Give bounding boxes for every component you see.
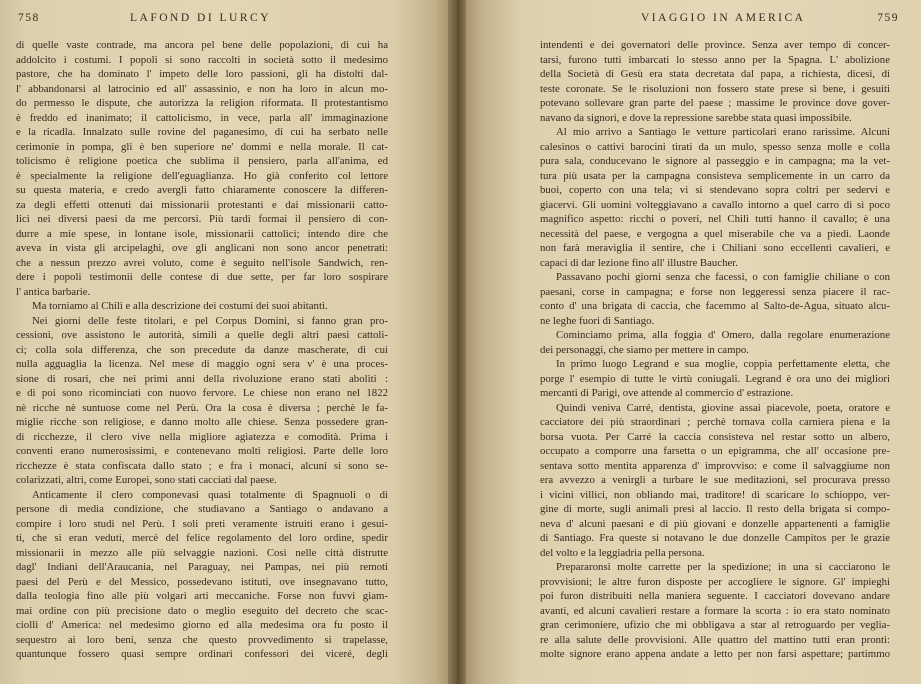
text-line: di Santiago. Fra queste si notavano le due donzelle Campitos per le grazie [540,532,890,544]
text-line: quantunque fossero quasi sempre ordinari confessori dei viceré, degli [16,648,388,660]
text-line: do permesso le dispute, che autorizza la religion riformata. Il protestantismo [16,97,388,109]
text-line: Nei giorni delle feste titolari, e pel Corpus Domini, si fanno gran pro- [32,314,388,327]
text-line: poi furon distribuiti nella maniera seguente. I cacciatori dovevano andare [540,590,890,602]
text-line: è specialmente la religione dell'eguaglianza. Ho già conferito col lettore [16,169,388,182]
text-line: che a nessun prezzo avrei voluto, come è seguito nell'isole Sandwich, ren- [16,256,388,269]
right-page-number: 759 [877,12,899,24]
left-running-head: LAFOND DI LURCY [130,12,271,24]
text-line: ci; colla sola differenza, che son precedute da danze mascherate, di cui [16,343,388,356]
text-line: pastore, che ha dominato l' impeto delle loro passioni, gli ha distolti dal- [16,68,388,80]
text-line: Anticamente il clero componevasi quasi totalmente di Spagnuoli o di [32,488,388,501]
text-line: gine di morte, sugli animali presi al laccio. Il resto della brigata si compo- [540,503,890,515]
text-line: magnifico aspetto: ricchi o poveri, nel Chilì tutti hanno il cavallo; è una [540,213,890,225]
right-running-head: VIAGGIO IN AMERICA [641,12,806,24]
text-line: del volto e la leggiadria pella persona. [540,546,705,559]
text-line: paesi del Perù e del Messico, possedevano istituti, ove insegnavano tutto, [16,575,388,588]
text-line: Passavano pochi giorni senza che facessi, o con famiglie chiliane o con [556,271,890,283]
left-page-text [16,38,388,662]
text-line: Ma torniamo al Chilì e alla descrizione dei costumi dei suoi abitanti. [32,300,328,312]
text-line: lici nei diversi paesi da me percorsi. Più tardi formai il pensiero di con- [16,213,388,225]
text-line: paesani, corse in campagna; e forse non leggeressi senza piacere il rac- [540,285,890,298]
text-line: teste coronate. Se le risoluzioni non fossero state prese sì bene, i gesuiti [540,82,890,95]
left-page-header [0,12,448,30]
text-line: tarsi, furono tutti imbarcati lo stesso anno per la Spagna. L' abolizione [540,53,890,66]
text-line: calesinos o cattivi barocini tirati da un mulo, spesso senza molle e colla [540,140,890,153]
text-line: za degli effetti ottenuti dai missionarii protestanti e dai missionarii catto- [16,198,388,211]
text-line: durre a mie spese, in lontane isole, missionarii cattolici; intendo dire che [16,227,388,240]
text-line: addolcito i costumi. I popoli si sono raccolti in società sotto il medesimo [16,53,388,66]
text-line: Prepararonsi molte carrette per la spedizione; in una si cacciarono le [556,561,890,573]
text-line: nè ricche nè suntuose come nel Perù. Ora la cosa è diversa ; perchè le fa- [16,401,388,414]
text-line: re alla salute delle provvisioni. Alle quattro del mattino tutti eran pronti: [540,633,890,646]
text-line: persone di media condizione, che studiavano a Santiago o andavano a [16,503,388,515]
text-line: l' abbandonarsi al latrocinio ed all' assassinio, e non ha loro in alcun mo- [16,82,388,95]
text-line: ne leghe fuori di Santiago. [540,314,655,327]
text-line: e di poi sono ricominciati con nuovo fervore. Le chiese non erano nel 1822 [16,387,388,399]
text-line: conto d' una brigata di caccia, che facemmo al Salto-de-Agua, situato alcu- [540,300,890,312]
text-line: e la ricadla. Innalzato sulle rovine del paganesimo, di cui ha serbato nelle [16,126,388,138]
text-line: su questa materia, e credo avergli fatto chiaramente conoscere la differen- [16,184,388,196]
text-line: sentava sotto mentita apparenza d' improvviso: e come il salvaggiume non [540,459,890,472]
text-line: tura più usata per la campagna consisteva semplicemente in un carro da [540,169,890,182]
text-line: cerimonie in pompa, gli è ben superiore ne' dommi e nella morale. Il cat- [16,140,388,153]
text-line: neva d' alcuni paesani e di più giovani e donzelle appartenenti a famiglie [540,517,890,530]
text-line: sequestro ai loro beni, senza che questo provvedimento si trapelasse, [16,633,388,646]
text-line: colarizzati, altri, come Europei, sono stati cacciati dal paese. [16,474,277,486]
text-line: In primo luogo Legrand e sua moglie, coppia perfettamente eletta, che [556,358,890,370]
text-line: dei personaggi, che siamo per mettere in campo. [540,343,749,356]
text-line: dere i popoli testimonii delle contese di due sette, per far loro sospirare [16,271,388,283]
text-line: buoi, coperto con una tela; vi si stendevano sopra coltri per sedervi e [540,184,890,196]
text-line: gran cerimoniere, ufizio che mi obbligava a star al retroguardo per veglia- [540,619,890,631]
text-line: della Società di Gesù era stata decretata dal papa, a richiesta, dicesi, di [540,68,890,80]
text-line: i vicini villici, non obliando mai, traditore! di scaricare lo schioppo, ver- [540,488,890,501]
text-line: porge l' esempio di tutte le virtù coniugali. Legrand è ora uno dei migliori [540,372,890,385]
text-line: Quindi veniva Carré, dentista, giovine assai piacevole, poeta, oratore e [556,401,890,414]
text-line: ti, che si eran veduti, mercè del felice regolamento del loro ordine, spedir [16,532,388,544]
text-line: giacervi. Gli uomini volteggiavano a cavallo intorno a quel carro di sì poco [540,198,890,211]
text-line: dagl' Indiani dell'Araucania, nel Paraguay, nei Pampas, nei più remoti [16,561,388,573]
text-line: mercanti di Parigi, ove attende al commercio d' estrazione. [540,387,794,399]
text-line: conventi erano numerosissimi, e contenevano molti religiosi. Parte delle loro [16,445,388,457]
text-line: borsa vuota. Per Carré la caccia consisteva nel restar sotto un albero, [540,430,890,443]
text-line: provvisioni; le altre furon disposte per accogliere le signore. Gl' impieghi [540,575,890,588]
text-line: intendenti e dei governatori delle province. Senza aver tempo di concer- [540,39,890,51]
text-line: cessioni, ove assistono le autorità, simili a quelle degli altri paesi cattoli- [16,329,388,341]
text-line: missionarii in mezzo alle più selvaggie nazioni. Così nelle città distrutte [16,546,388,559]
right-page-text [540,38,890,662]
text-line: è freddo ed inanimato; il cattolicismo, in vece, parla all' immaginazione [16,111,388,124]
text-line: l' antica barbarie. [16,285,91,298]
text-line: capaci di dar lezione fino all' illustre Baucher. [540,256,739,269]
text-line: Al mio arrivo a Santiago le vetture particolari erano rarissime. Alcuni [556,126,890,138]
text-line: avanti, ed alcuni cavalieri restare a formare la scorta : io era stato nominato [540,604,890,617]
text-line: Cominciamo prima, alla foggia d' Omero, dalla regolare enumerazione [556,329,890,341]
text-line: non farà meraviglia il sentire, che i Chiliani sono eccellenti cavalieri, e [540,242,890,254]
text-line: era avvezzo a venirgli a turbare le sue meditazioni, sel procurava presso [540,474,890,486]
right-page-header [466,12,921,30]
text-line: cacciatore dei più straordinari ; perchè tornava colla carniera piena e la [540,416,890,428]
text-line: necessità del paese, e vergogna a quel miserabile che va a piedi. Laonde [540,227,890,240]
text-line: sione di rosari, che nei primi anni della rivoluzione erano stati aboliti : [16,372,388,385]
text-line: nulla agguaglia la licenza. Nel mese di maggio ogni sera v' è una proces- [16,358,388,370]
text-line: pura sala, conducevano le signore al passeggio e in campagna; ma la vet- [540,155,890,167]
text-line: mai ordine con più precisione dato o meglio eseguito del decreto che scac- [16,604,388,617]
text-line: ciolli d' America: nel medesimo giorno ed alla medesima ora fu posto il [16,619,388,631]
text-line: tolicismo è religione poetica che sublima il pensiero, parla all'anima, ed [16,155,388,167]
left-page-number: 758 [18,12,40,24]
book-gutter [448,0,466,684]
text-line: compire i loro studi nel Perù. I soli preti veramente istruiti erano i gesui- [16,517,388,530]
text-line: dalla teologia fino alle più volgari arti meccaniche. Forse non fuvvi giam- [16,590,388,602]
text-line: molte signore erano appena andate a letto per non farsi aspettare; partimmo [540,648,890,660]
left-page [0,0,448,684]
text-line: miglie ricche son religiose, e danno molto alle chiese. Senza possedere gran- [16,416,388,428]
text-line: navano da signori, e dove la repressione sarebbe stata quasi impossibile. [540,111,852,124]
text-line: di ricchezze, il clero vive nella migliore agiatezza e comodità. Prima i [16,430,388,443]
text-line: ricchezze è stata confiscata dallo stato ; e fra i monaci, alcuni si sono se- [16,459,388,472]
text-line: aveva in vista gli arcipelaghi, ove gli anglicani non sono ancor penetrati: [16,242,388,254]
right-page [466,0,921,684]
text-line: occupato a comporre una farsetta o un epigramma, che all' occasione pre- [540,445,890,457]
text-line: potevano sollevare gran parte del paese ; massime le province dove gover- [540,97,890,109]
text-line: di quelle vaste contrade, ma ancora pel bene delle popolazioni, di cui ha [16,39,388,51]
